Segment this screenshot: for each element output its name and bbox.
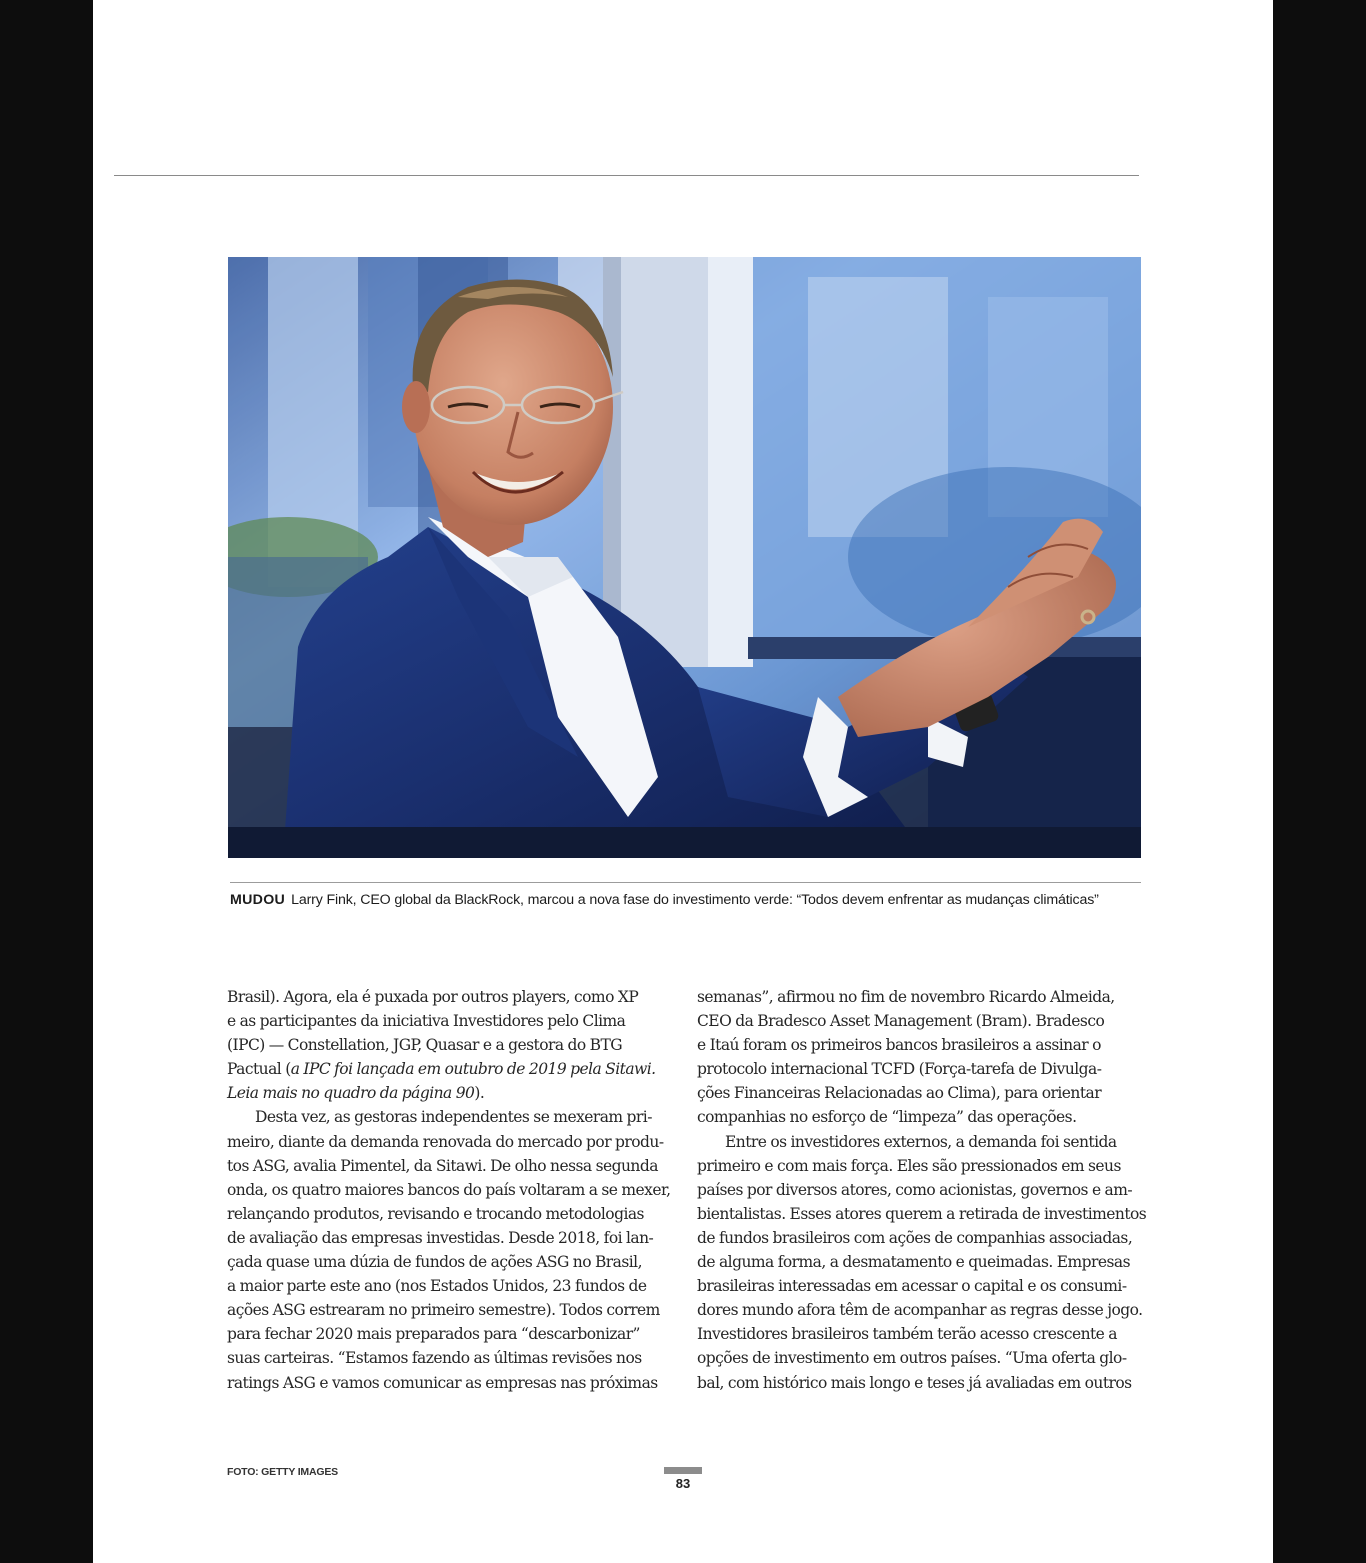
text-line: suas carteiras. “Estamos fazendo as últimas revisões nos [227,1349,642,1368]
text-line: ratings ASG e vamos comunicar as empresas nas próximas [227,1373,658,1392]
text-line: onda, os quatro maiores bancos do país voltaram a se mexer, [227,1180,671,1199]
text-line: ções Financeiras Relacionadas ao Clima), para orientar [697,1084,1102,1103]
text-line: Brasil). Agora, ela é puxada por outros players, como XP [227,988,639,1006]
text-line: primeiro e com mais força. Eles são pressionados em seus [697,1156,1121,1175]
text-line: Desta vez, as gestoras independentes se mexeram pri- [255,1108,652,1127]
text-line: de avaliação das empresas investidas. Desde 2018, foi lan- [227,1228,654,1247]
italic-note: Leia mais no quadro da página 90 [227,1084,475,1103]
text-line: e Itaú foram os primeiros bancos brasileiros a assinar o [697,1036,1101,1055]
caption-text: Larry Fink, CEO global da BlackRock, marcou a nova fase do investimento verde: “Todos devem enfrentar as mudanças climáticas” [291,892,1099,908]
text-line: dores mundo afora têm de acompanhar as regras desse jogo. [697,1301,1143,1320]
italic-note: a IPC foi lançada em outubro de 2019 pela Sitawi. [290,1060,656,1079]
text-line: bal, com histórico mais longo e teses já avaliadas em outros [697,1373,1132,1392]
text-line: Investidores brasileiros também terão acesso crescente a [697,1325,1117,1344]
text-line: a maior parte este ano (nos Estados Unidos, 23 fundos de [227,1277,647,1296]
page-number-bar [664,1467,702,1474]
text-line: para fechar 2020 mais preparados para “descarbonizar” [227,1325,640,1344]
text-line: CEO da Bradesco Asset Management (Bram). Bradesco [697,1012,1105,1031]
page-number: 83 [675,1476,691,1491]
text-line: (IPC) — Constellation, JGP, Quasar e a gestora do BTG [227,1036,623,1055]
top-divider [114,175,1139,176]
text-line: países por diversos atores, como acionistas, governos e am- [697,1180,1133,1199]
portrait-photo [228,257,1141,858]
caption-divider [230,882,1141,883]
caption-label: MUDOU [230,892,286,908]
magazine-page [93,0,1273,1563]
text-line [227,1057,669,1081]
text-line: meiro, diante da demanda renovada do mercado por produ- [227,1132,664,1151]
text-segment: Pactual ( [227,1060,291,1079]
text-line: brasileiras interessadas em acessar o capital e os consumi- [697,1277,1127,1296]
text-line: companhias no esforço de “limpeza” das operações. [697,1108,1077,1127]
text-line: de alguma forma, a desmatamento e queimadas. Empresas [697,1253,1130,1272]
body-column-right [697,985,1147,1395]
text-line: opções de investimento em outros países. “Uma oferta glo- [697,1349,1127,1368]
text-line: semanas”, afirmou no fim de novembro Ricardo Almeida, [697,988,1115,1006]
photo-credit: FOTO: GETTY IMAGES [227,1466,338,1478]
text-line: çada quase uma dúzia de fundos de ações ASG no Brasil, [227,1253,642,1272]
text-line: Entre os investidores externos, a demanda foi sentida [725,1132,1117,1151]
text-line: relançando produtos, revisando e trocando metodologias [227,1204,644,1223]
text-line: tos ASG, avalia Pimentel, da Sitawi. De olho nessa segunda [227,1156,658,1175]
text-line: e as participantes da iniciativa Investidores pelo Clima [227,1012,626,1031]
photo-caption [230,892,1160,908]
text-line: ações ASG estrearam no primeiro semestre). Todos correm [227,1301,660,1320]
text-line: de fundos brasileiros com ações de companhias associadas, [697,1228,1133,1247]
text-line [227,1081,669,1105]
text-line: bientalistas. Esses atores querem a retirada de investimentos [697,1204,1147,1223]
body-column-left [227,985,669,1395]
text-line: protocolo internacional TCFD (Força-tarefa de Divulga- [697,1060,1102,1079]
text-segment: ). [474,1084,485,1103]
